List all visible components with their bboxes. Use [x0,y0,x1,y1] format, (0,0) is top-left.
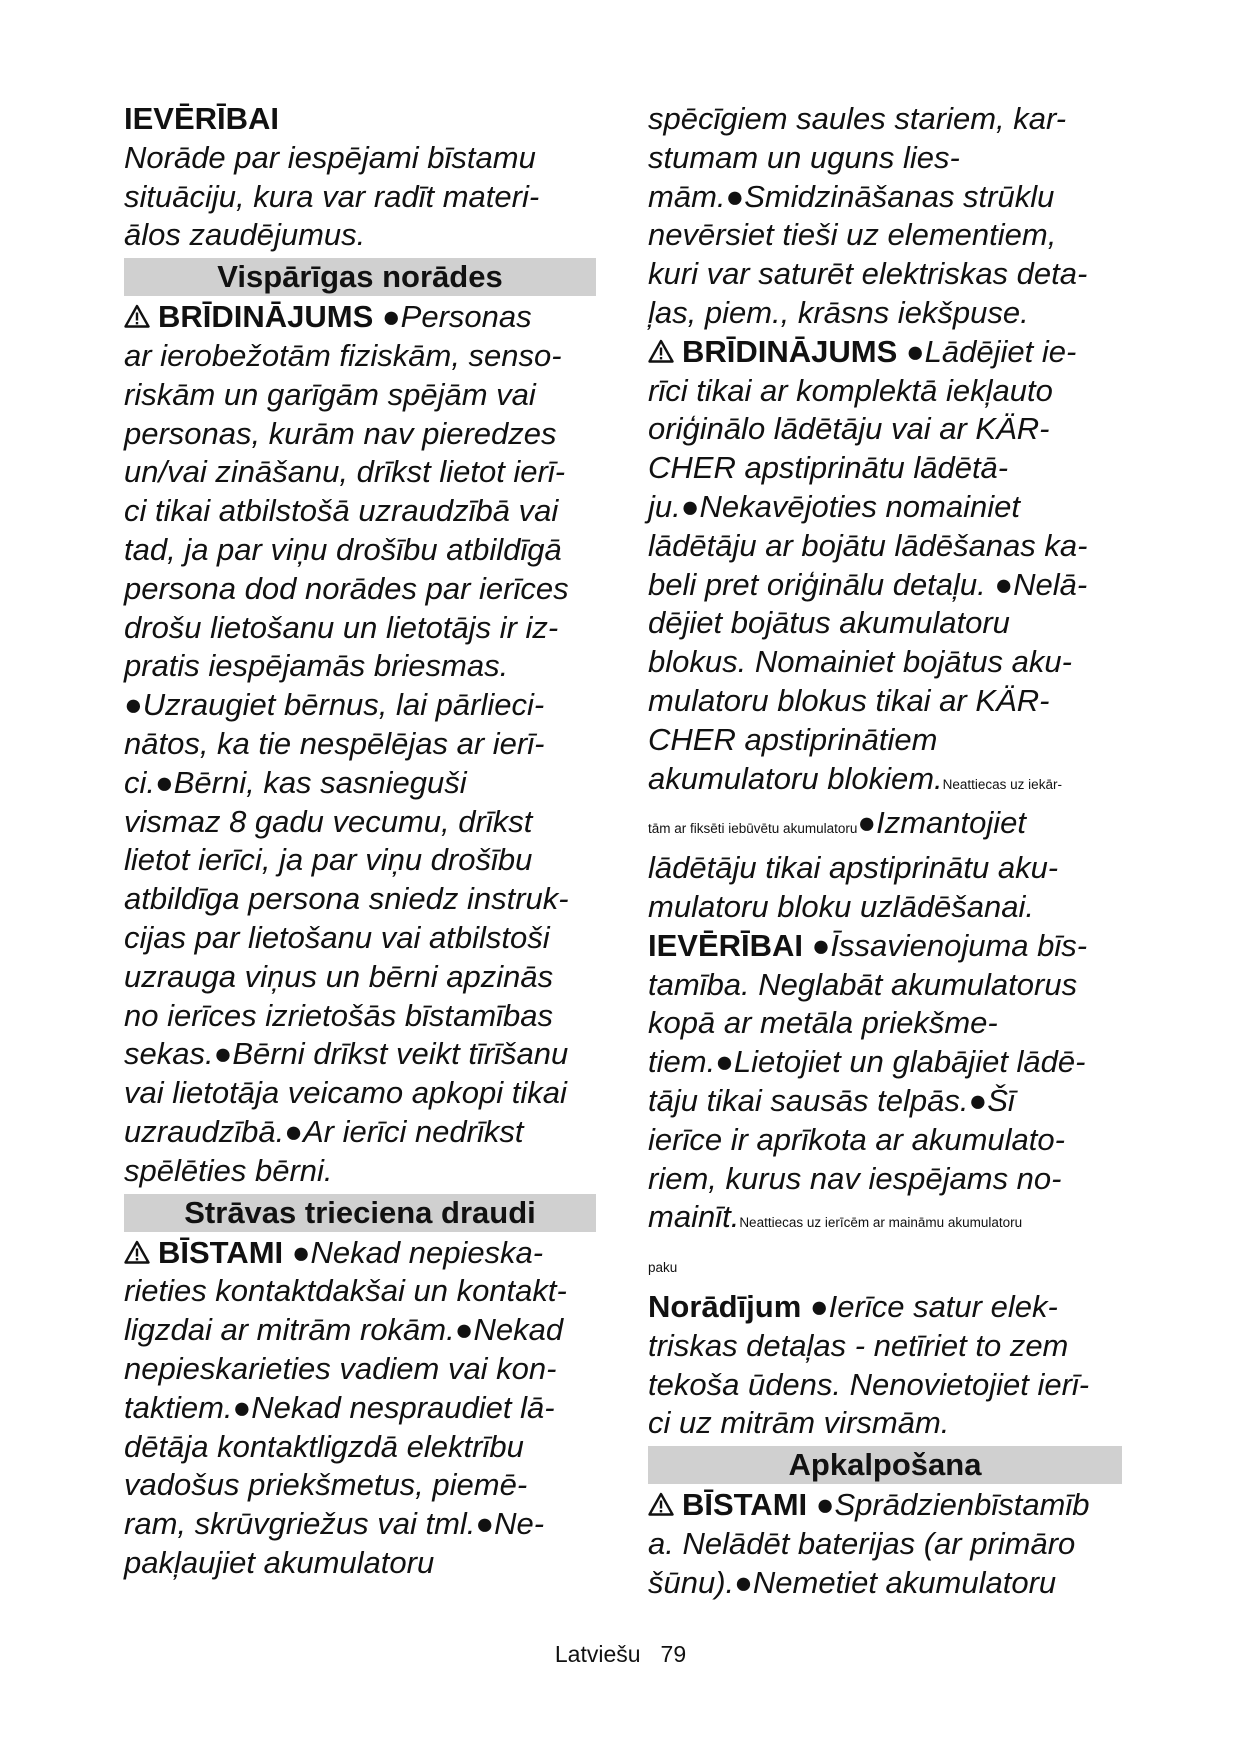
text-line: nevērsiet tieši uz elementiem, [648,217,1057,253]
section-heading-service: Apkalpošana [648,1446,1122,1484]
text-line: lādētāju tikai apstiprinātu aku- [648,850,1059,886]
footnote-text: Neattiecas uz ierīcēm ar maināmu akumulatoru [739,1215,1023,1231]
note-label: Norādījum [648,1288,802,1324]
footer-language: Latviešu [554,1641,641,1667]
danger-line [648,1486,1122,1525]
page-number: 79 [660,1641,687,1667]
warning-triangle-icon [124,304,150,328]
text-line: uzraudzībā.●Ar ierīci nedrīkst [124,1113,524,1149]
ieveribai-heading: IEVĒRĪBAI [124,101,280,136]
ieveribai-text [124,139,596,255]
text-line: beli pret oriģinālu detaļu. ●Nelā- [648,566,1088,602]
text-line: nepieskarieties vadiem vai kon- [124,1350,557,1386]
text-line: dētāja kontaktligzdā elektrību [124,1428,524,1464]
warning-line [124,298,596,337]
footnote-text: Neattiecas uz iekār- [942,776,1062,792]
text-line: spēcīgiem saules stariem, kar- [648,101,1067,136]
text-line: tiem.●Lietojiet un glabājiet lādē- [648,1044,1086,1080]
text-line: ●Uzraugiet bērnus, lai pārlieci- [124,687,545,723]
page-footer [0,1641,1241,1668]
text-line: ci.●Bērni, kas sasnieguši [124,764,467,800]
text-span: ●Izmantojiet [857,805,1026,841]
text-line: riskām un garīgām spējām vai [124,376,536,412]
warning-triangle-icon [124,1240,150,1264]
text-line: Norāde par iespējami bīstamu [124,139,536,175]
text-line [648,1243,1122,1288]
text-span: ●Sprādzienbīstamīb [815,1487,1090,1523]
text-line: ci tikai atbilstošā uzraudzībā vai [124,493,559,529]
text-line: pratis iespējamās briesmas. [124,648,509,684]
right-column [648,100,1122,1602]
text-line: blokus. Nomainiet bojātus aku- [648,644,1072,680]
text-line: cijas par lietošanu vai atbilstoši [124,919,550,955]
text-line: lietot ierīci, ja par viņu drošību [124,842,533,878]
text-line: ci uz mitrām virsmām. [648,1405,950,1441]
danger-label: BĪSTAMI [682,1487,808,1523]
section-heading-shock: Strāvas trieciena draudi [124,1194,596,1232]
text-line: tad, ja par viņu drošību atbildīgā [124,531,562,567]
text-line: no ierīces izrietošās bīstamības [124,997,554,1033]
text-line: vai lietotāja veicamo apkopi tikai [124,1075,567,1111]
charger-text [648,372,1122,927]
text-line: personas, kurām nav pieredzes [124,415,557,451]
text-line: vismaz 8 gadu vecumu, drīkst [124,803,533,839]
text-line: a. Nelādēt baterijas (ar primāro [648,1525,1076,1561]
text-line: mulatoru bloku uzlādēšanai. [648,888,1035,924]
text-line: vadošus priekšmetus, piemē- [124,1467,528,1503]
text-line: persona dod norādes par ierīces [124,570,569,606]
footnote-text: paku [648,1260,678,1276]
text-line: un/vai zināšanu, drīkst lietot ierī- [124,454,566,490]
text-line: uzrauga viņus un bērni apzinās [124,958,554,994]
general-text [124,337,596,1191]
text-line: CHER apstiprinātu lādētā- [648,450,1009,486]
text-line: oriģinālo lādētāju vai ar KÄR- [648,411,1050,447]
warning-triangle-icon [648,1492,674,1516]
ieveribai-label: IEVĒRĪBAI [648,927,804,963]
text-line [648,760,1122,805]
text-line: ju.●Nekavējoties nomainiet [648,488,1020,524]
text-line: tamība. Neglabāt akumulatorus [648,966,1078,1002]
continuation-text [648,100,1122,333]
text-span: ●Nekad nepieska- [291,1234,544,1270]
text-line: drošu lietošanu un lietotājs ir iz- [124,609,559,645]
text-line: ierīce ir aprīkota ar akumulato- [648,1121,1065,1157]
shock-text [124,1272,596,1582]
text-line: kuri var saturēt elektriskas deta- [648,256,1088,292]
text-line: atbildīga persona sniedz instruk- [124,881,569,917]
text-line: triskas detaļas - netīriet to zem [648,1327,1069,1363]
text-line: rieties kontaktdakšai un kontakt- [124,1273,567,1309]
short-circuit-text [648,966,1122,1288]
text-span: akumulatoru blokiem. [648,760,943,796]
text-line: ligzdai ar mitrām rokām.●Nekad [124,1312,564,1348]
danger-line [124,1234,596,1273]
text-line: taktiem.●Nekad nespraudiet lā- [124,1389,555,1425]
text-line: kopā ar metāla priekšme- [648,1005,998,1041]
text-span: ●Ierīce satur elek- [809,1288,1058,1324]
text-line: tekoša ūdens. Nenovietojiet ierī- [648,1366,1090,1402]
text-line: situāciju, kura var radīt materi- [124,178,540,214]
text-line: šūnu).●Nemetiet akumulatoru [648,1564,1057,1600]
danger-label: BĪSTAMI [158,1234,284,1270]
text-span: mainīt. [648,1199,740,1235]
text-line: CHER apstiprinātiem [648,721,938,757]
text-line: spēlēties bērni. [124,1152,333,1188]
warning-triangle-icon [648,339,674,363]
text-line [648,1198,1122,1243]
ieveribai-line [648,927,1122,966]
warning-label: BRĪDINĀJUMS [158,299,374,335]
text-line: ram, skrūvgriežus vai tml.●Ne- [124,1506,545,1542]
text-span: ●Lādējiet ie- [905,333,1077,369]
text-line: ar ierobežotām fiziskām, senso- [124,337,562,373]
text-line: sekas.●Bērni drīkst veikt tīrīšanu [124,1036,569,1072]
text-line: riem, kurus nav iespējams no- [648,1160,1062,1196]
text-line [648,804,1122,849]
note-line [648,1288,1122,1327]
section-heading-general: Vispārīgas norādes [124,258,596,296]
text-line: mām.●Smidzināšanas strūklu [648,178,1055,214]
text-span: ●Īssavienojuma bīs- [811,927,1088,963]
text-line: nātos, ka tie nespēlējas ar ierī- [124,725,545,761]
warning-label: BRĪDINĀJUMS [682,333,898,369]
text-line: rīci tikai ar komplektā iekļauto [648,372,1053,408]
note-text [648,1327,1122,1443]
footnote-text: tām ar fiksēti iebūvētu akumulatoru [648,821,858,837]
text-line: ļas, piem., krāsns iekšpuse. [648,294,1029,330]
left-column [124,100,596,1583]
text-line: dējiet bojātus akumulatoru [648,605,1010,641]
text-line: pakļaujiet akumulatoru [124,1544,435,1580]
text-line: mulatoru blokus tikai ar KÄR- [648,682,1050,718]
text-line: tāju tikai sausās telpās.●Šī [648,1082,1015,1118]
text-line: ālos zaudējumus. [124,217,366,253]
text-line: lādētāju ar bojātu lādēšanas ka- [648,527,1088,563]
text-line: stumam un uguns lies- [648,139,960,175]
text-span: ●Personas [381,299,532,335]
warning-line [648,333,1122,372]
service-text [648,1525,1122,1603]
